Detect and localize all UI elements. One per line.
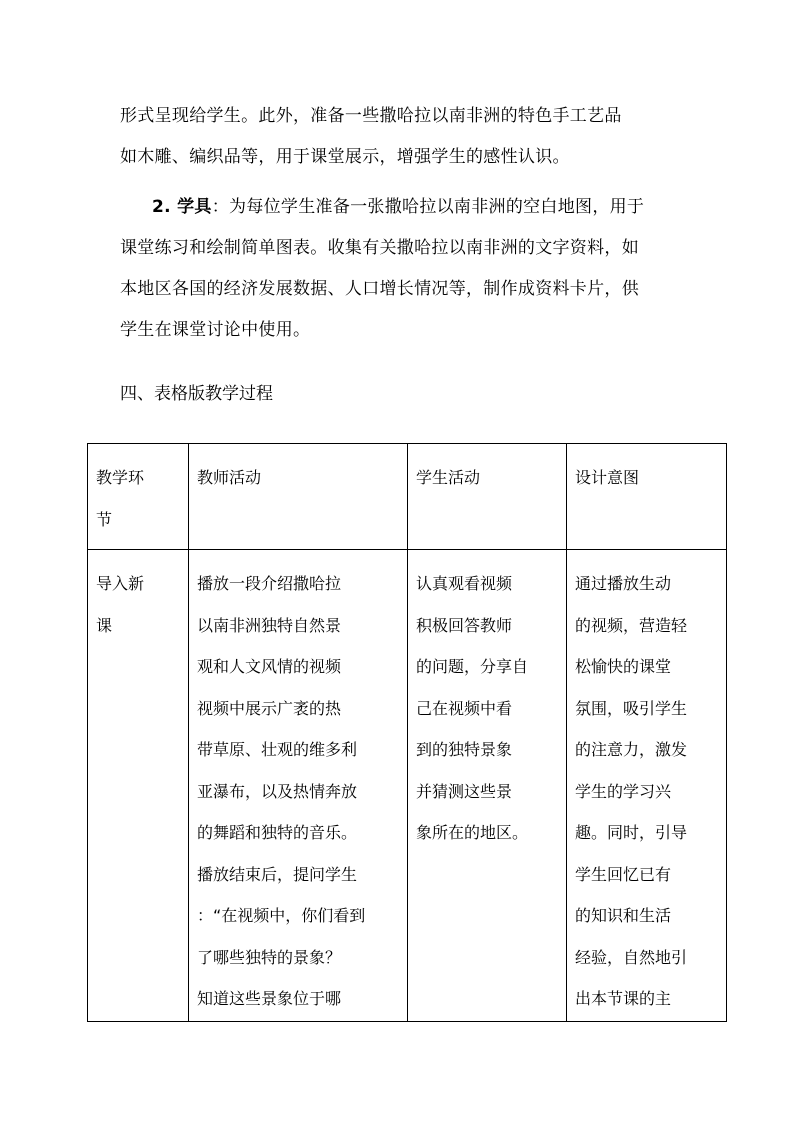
cell-line: 学生回忆已有: [575, 864, 672, 884]
cell-line: 积极回答教师: [416, 615, 513, 635]
cell-line: 到的独特景象: [416, 740, 513, 759]
cell-line: 象所在的地区。: [416, 823, 529, 842]
cell-line: 播放结束后，提问学生: [197, 864, 358, 884]
cell-line: 并猜测这些景: [416, 781, 513, 801]
cell-line: 的舞蹈和独特的音乐。: [197, 823, 358, 842]
cell-line: 的问题，分享自: [416, 657, 529, 676]
cell-line: 松愉快的课堂: [575, 657, 672, 676]
intro-paragraph: [120, 96, 682, 178]
cell-line: 经验，自然地引: [575, 947, 688, 967]
cell-line: 了哪些独特的景象？: [197, 947, 342, 967]
cell-line: 亚瀑布，以及热情奔放: [197, 781, 358, 801]
text-line: 本地区各国的经济发展数据、人口增长情况等，制作成资料卡片，供: [120, 279, 639, 299]
cell-line: 趣。同时，引导: [575, 823, 688, 842]
table-row: [88, 550, 727, 1022]
cell-line: 播放一段介绍撒哈拉: [197, 574, 342, 593]
cell-line: 观和人文风情的视频: [197, 657, 342, 676]
tools-label: 2. 学具: [152, 197, 212, 217]
cell-line: 教师活动: [197, 468, 262, 487]
cell-line: 带草原、壮观的维多利: [197, 740, 358, 759]
text-line: 课堂练习和绘制简单图表。收集有关撒哈拉以南非洲的文字资料，如: [120, 238, 639, 258]
cell-line: 教学环: [96, 468, 145, 487]
cell-design-intent: [567, 550, 727, 1022]
header-cell-teacher: [189, 444, 408, 550]
text-line: 形式呈现给学生。此外，准备一些撒哈拉以南非洲的特色手工艺品: [120, 106, 622, 126]
table-header-row: [88, 444, 727, 550]
header-cell-stage: [88, 444, 189, 550]
cell-line: 通过播放生动: [575, 574, 672, 593]
cell-line: 以南非洲独特自然景: [197, 615, 342, 635]
cell-line: 节: [96, 509, 113, 529]
cell-line: 出本节课的主: [575, 989, 672, 1008]
text-line: [120, 187, 682, 228]
cell-line: 的视频，营造轻: [575, 615, 688, 635]
cell-line: 设计意图: [575, 468, 640, 487]
header-cell-student: [408, 444, 567, 550]
cell-line: 学生的学习兴: [575, 781, 672, 801]
cell-line: 学生活动: [416, 468, 481, 487]
header-cell-intent: [567, 444, 727, 550]
cell-stage: [88, 550, 189, 1022]
cell-line: 课: [96, 615, 113, 635]
cell-line: 认真观看视频: [416, 574, 513, 593]
lesson-process-table: [87, 443, 727, 1022]
cell-line: 氛围，吸引学生: [575, 698, 688, 718]
cell-line: ：“在视频中，你们看到: [197, 906, 366, 925]
tools-paragraph: [120, 187, 682, 351]
text-line: 如木雕、编织品等，用于课堂展示，增强学生的感性认识。: [120, 147, 570, 167]
tools-text: ：为每位学生准备一张撒哈拉以南非洲的空白地图，用于: [211, 197, 645, 217]
cell-line: 知道这些景象位于哪: [197, 989, 342, 1008]
cell-teacher-activity: [189, 550, 408, 1022]
section-heading: 四、表格版教学过程: [120, 384, 273, 404]
cell-line: 的注意力，激发: [575, 740, 688, 759]
cell-line: 己在视频中看: [416, 698, 513, 718]
cell-line: 的知识和生活: [575, 906, 672, 925]
cell-student-activity: [408, 550, 567, 1022]
text-line: 学生在课堂讨论中使用。: [120, 320, 311, 340]
cell-line: 视频中展示广袤的热: [197, 698, 342, 718]
cell-line: 导入新: [96, 574, 145, 593]
